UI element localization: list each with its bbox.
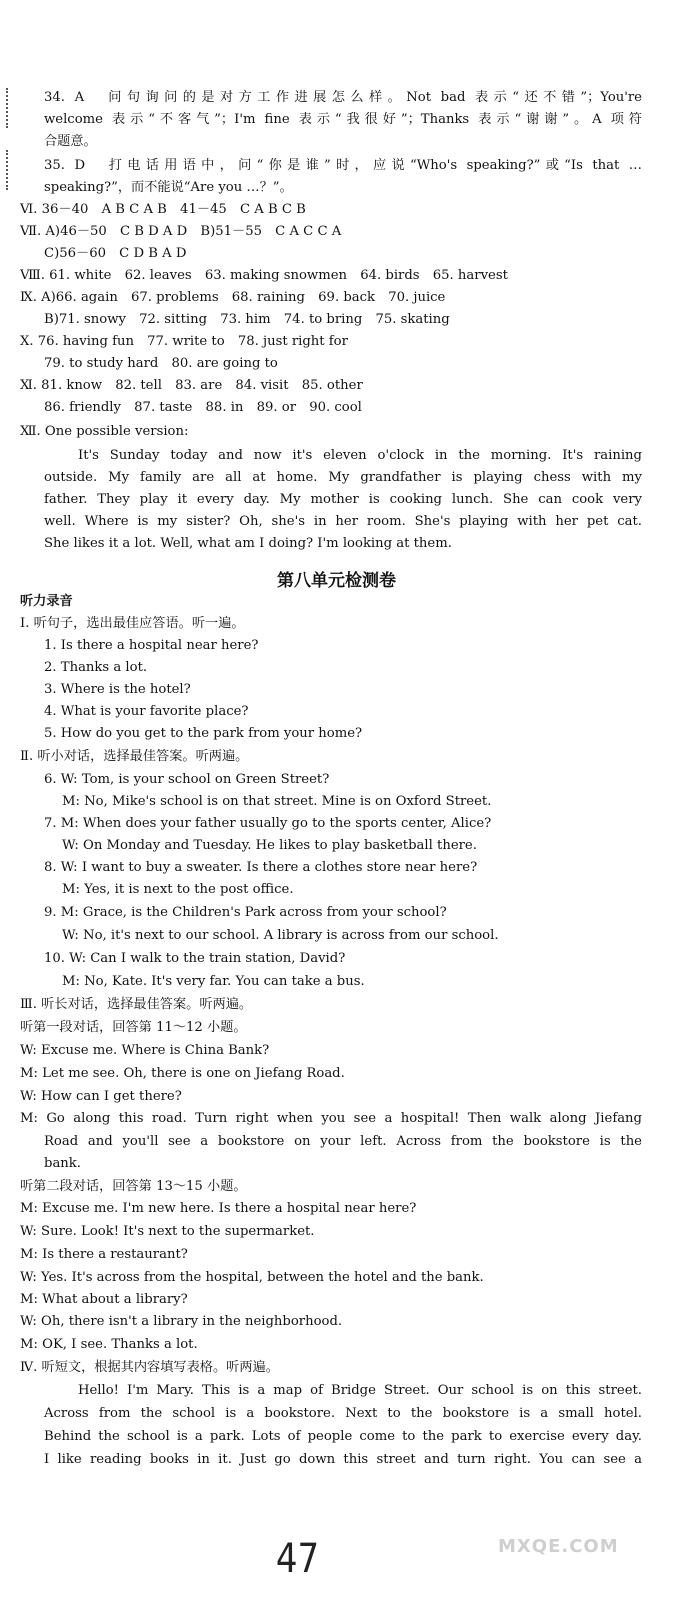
dialogue-line: M: OK, I see. Thanks a lot.: [20, 1337, 198, 1352]
section-11-answers: Ⅺ. 81. know 82. tell 83. are 84. visit 85. other: [20, 378, 363, 393]
listening-line: 3. Where is the hotel?: [44, 682, 191, 697]
answer-34-line3: 合题意。: [44, 134, 97, 149]
passage-line: Hello! I'm Mary. This is a map of Bridge Street. Our school is on this street.: [78, 1383, 642, 1398]
dialogue-2-heading: 听第二段对话，回答第 13～15 小题。: [20, 1179, 247, 1194]
listening-line: 1. Is there a hospital near here?: [44, 638, 259, 653]
margin-dotted-line: [6, 88, 8, 128]
answer-34-line2: welcome 表示“不客气”；I'm fine 表示“我很好”；Thanks 表示“谢谢”。A 项符: [44, 112, 642, 127]
page-number: 47: [275, 1536, 320, 1582]
essay-line: well. Where is my sister? Oh, she's in her room. She's playing with her pet cat.: [44, 514, 642, 529]
essay-line: father. They play it every day. My mother is cooking lunch. She can cook very: [44, 492, 642, 507]
listening-line: 6. W: Tom, is your school on Green Street?: [44, 772, 330, 787]
dialogue-line: M: Excuse me. I'm new here. Is there a hospital near here?: [20, 1201, 417, 1216]
listening-heading: 听力录音: [20, 594, 73, 609]
listening-line: M: No, Kate. It's very far. You can take a bus.: [62, 974, 365, 989]
dialogue-line: bank.: [44, 1156, 81, 1171]
margin-dotted-line: [6, 150, 8, 190]
dialogue-1-heading: 听第一段对话，回答第 11～12 小题。: [20, 1020, 247, 1035]
essay-line: She likes it a lot. Well, what am I doing? I'm looking at them.: [44, 536, 452, 551]
listening-line: 8. W: I want to buy a sweater. Is there a clothes store near here?: [44, 860, 478, 875]
dialogue-line: W: Oh, there isn't a library in the neighborhood.: [20, 1314, 343, 1329]
dialogue-line: M: Go along this road. Turn right when you see a hospital! Then walk along Jiefang: [20, 1111, 642, 1126]
essay-line: It's Sunday today and now it's eleven o'clock in the morning. It's raining: [78, 448, 642, 463]
answer-35-line2: speaking?”，而不能说“Are you …？”。: [44, 180, 293, 195]
dialogue-line: M: Is there a restaurant?: [20, 1247, 188, 1262]
listening-line: M: Yes, it is next to the post office.: [62, 882, 294, 897]
unit-title: 第八单元检测卷: [277, 571, 396, 591]
dialogue-line: W: Yes. It's across from the hospital, between the hotel and the bank.: [20, 1270, 484, 1285]
listening-part-4-heading: Ⅳ. 听短文，根据其内容填写表格。听两遍。: [20, 1360, 279, 1375]
dialogue-line: M: What about a library?: [20, 1292, 188, 1307]
section-7-answers: Ⅶ. A)46－50 C B D A D B)51－55 C A C C A: [20, 224, 342, 239]
passage-line: Across from the school is a bookstore. Next to the bookstore is a small hotel.: [44, 1406, 642, 1421]
listening-line: 2. Thanks a lot.: [44, 660, 148, 675]
listening-part-1-heading: Ⅰ. 听句子，选出最佳应答语。听一遍。: [20, 616, 245, 631]
section-7-answers-c: C)56－60 C D B A D: [44, 246, 187, 261]
listening-line: W: On Monday and Tuesday. He likes to play basketball there.: [62, 838, 477, 853]
section-11-answers-2: 86. friendly 87. taste 88. in 89. or 90. cool: [44, 400, 362, 415]
dialogue-line: W: Excuse me. Where is China Bank?: [20, 1043, 270, 1058]
essay-line: outside. My family are all at home. My grandfather is playing chess with my: [44, 470, 642, 485]
listening-line: 10. W: Can I walk to the train station, David?: [44, 951, 346, 966]
section-9-answers-a: Ⅸ. A)66. again 67. problems 68. raining 69. back 70. juice: [20, 290, 446, 305]
section-10-answers: Ⅹ. 76. having fun 77. write to 78. just right for: [20, 334, 348, 349]
section-10-answers-2: 79. to study hard 80. are going to: [44, 356, 278, 371]
dialogue-line: M: Let me see. Oh, there is one on Jiefang Road.: [20, 1066, 345, 1081]
listening-part-3-heading: Ⅲ. 听长对话，选择最佳答案。听两遍。: [20, 997, 253, 1012]
answer-34-line1: 34. A 问句询问的是对方工作进展怎么样。Not bad 表示“还不错”；You're: [44, 90, 642, 105]
listening-line: 4. What is your favorite place?: [44, 704, 249, 719]
section-6-answers: Ⅵ. 36－40 A B C A B 41－45 C A B C B: [20, 202, 306, 217]
listening-part-2-heading: Ⅱ. 听小对话，选择最佳答案。听两遍。: [20, 749, 249, 764]
dialogue-line: W: Sure. Look! It's next to the supermarket.: [20, 1224, 315, 1239]
section-9-answers-b: B)71. snowy 72. sitting 73. him 74. to bring 75. skating: [44, 312, 450, 327]
passage-line: Behind the school is a park. Lots of people come to the park to exercise every day.: [44, 1429, 642, 1444]
section-8-answers: Ⅷ. 61. white 62. leaves 63. making snowmen 64. birds 65. harvest: [20, 268, 508, 283]
section-12-heading: Ⅻ. One possible version:: [20, 424, 189, 439]
listening-line: 5. How do you get to the park from your home?: [44, 726, 363, 741]
watermark: MXQE.COM: [498, 1536, 619, 1557]
listening-line: 7. M: When does your father usually go to the sports center, Alice?: [44, 816, 492, 831]
listening-line: M: No, Mike's school is on that street. Mine is on Oxford Street.: [62, 794, 492, 809]
answer-35-line1: 35. D 打电话用语中，问“你是谁”时，应说“Who's speaking?”或“Is that …: [44, 158, 642, 173]
listening-line: 9. M: Grace, is the Children's Park across from your school?: [44, 905, 447, 920]
dialogue-line: Road and you'll see a bookstore on your left. Across from the bookstore is the: [44, 1134, 642, 1149]
dialogue-line: W: How can I get there?: [20, 1089, 182, 1104]
passage-line: I like reading books in it. Just go down this street and turn right. You can see a: [44, 1452, 642, 1467]
listening-line: W: No, it's next to our school. A library is across from our school.: [62, 928, 499, 943]
